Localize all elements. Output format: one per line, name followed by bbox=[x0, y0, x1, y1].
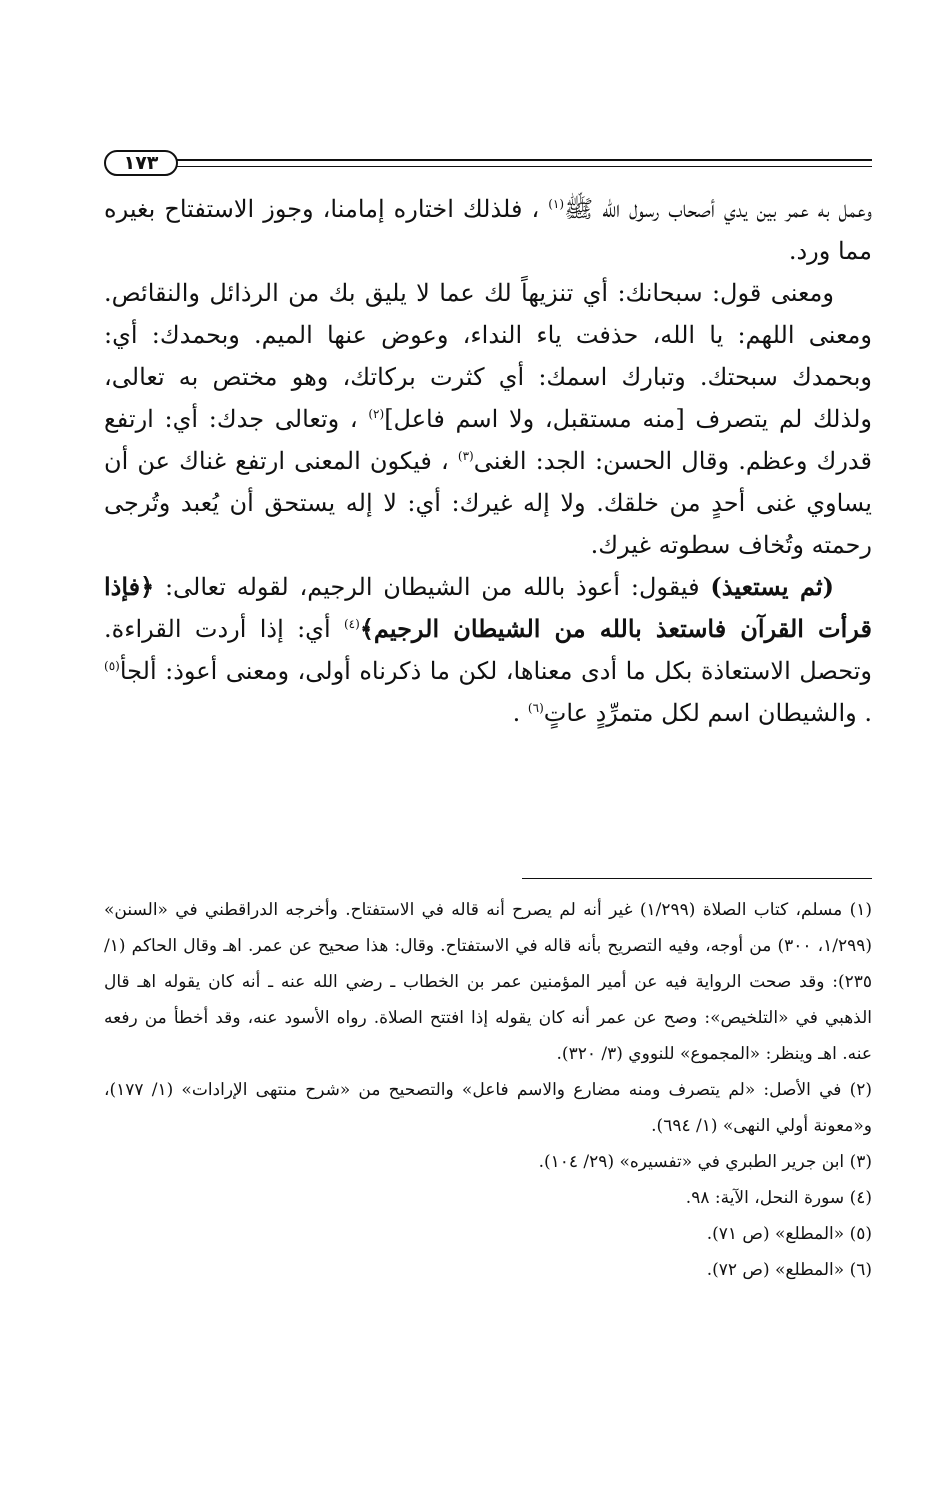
paragraph-3-text-3: . والشيطان اسم لكل متمرِّدٍ عاتٍ bbox=[543, 699, 872, 727]
footnote-ref-1[interactable]: (١) bbox=[548, 197, 565, 211]
paragraph-2-text-3: ، فيكون المعنى ارتفع غناك عن أن يساوي غنى أحدٍ من خلقك. ولا إله غيرك: أي: لا إله يستحق أن يُعبد وتُرجى رحمته وتُخاف سطوته غيرك. bbox=[104, 447, 872, 559]
page-header bbox=[104, 150, 872, 176]
page-number: ١٧٣ bbox=[104, 150, 178, 176]
footnote-separator bbox=[522, 878, 872, 879]
paragraph-3 bbox=[104, 566, 872, 734]
footnote-3 bbox=[104, 1144, 872, 1180]
header-rule bbox=[176, 159, 872, 167]
quran-verse: ﴿فإذا قرأت القرآن فاستعذ بالله من الشيطان الرجيم﴾ bbox=[104, 572, 872, 643]
paragraph-1-text-2: ، فلذلك اختاره إمامنا، وجوز الاستفتاح بغيره مما ورد. bbox=[104, 195, 872, 265]
paragraph-1-text: وعمل به عمر بين يدي أصحاب رسول الله ﷺ bbox=[564, 195, 872, 223]
footnote-text: ابن جرير الطبري في «تفسيره» (٢٩/ ١٠٤). bbox=[538, 1152, 845, 1172]
paragraph-3-text-4: . bbox=[512, 699, 521, 727]
paragraph-2-text: ومعنى قول: سبحانك: أي تنزيهاً لك عما لا يليق بك من الرذائل والنقائص. ومعنى اللهم: يا الله، حذفت ياء النداء، وعوض عنها الميم. وبحمدك: أي: وبحمدك سبحتك. وتبارك اسمك: أي كثرت بركاتك، وهو مختص به تعالى، ولذلك لم يتصرف [منه مستقبل، ولا اسم فاعل] bbox=[104, 279, 872, 433]
footnote-number: (١) bbox=[849, 900, 872, 920]
footnote-text: «المطلع» (ص ٧١). bbox=[706, 1224, 845, 1244]
footnote-number: (٢) bbox=[849, 1080, 872, 1100]
footnote-5 bbox=[104, 1216, 872, 1252]
footnote-1 bbox=[104, 892, 872, 1072]
footnote-ref-2[interactable]: (٢) bbox=[368, 407, 385, 421]
footnote-number: (٤) bbox=[849, 1188, 872, 1208]
footnote-number: (٥) bbox=[849, 1224, 872, 1244]
footnote-4 bbox=[104, 1180, 872, 1216]
paragraph-2-text-2: ، وتعالى جدك: أي: ارتفع قدرك وعظم. وقال الحسن: الجد: الغنى bbox=[104, 405, 872, 475]
footnote-6 bbox=[104, 1252, 872, 1288]
footnote-ref-5[interactable]: (٥) bbox=[104, 659, 120, 673]
footnote-ref-6[interactable]: (٦) bbox=[527, 701, 544, 715]
footnote-number: (٣) bbox=[849, 1152, 872, 1172]
paragraph-1 bbox=[104, 188, 872, 272]
footnote-2 bbox=[104, 1072, 872, 1144]
footnote-number: (٦) bbox=[849, 1260, 872, 1280]
paragraph-2 bbox=[104, 272, 872, 566]
paragraph-3-heading: (ثم يستعيذ) bbox=[710, 572, 835, 601]
footnote-ref-3[interactable]: (٣) bbox=[457, 449, 474, 463]
footnote-text: في الأصل: «لم يتصرف ومنه مضارع والاسم فاعل» والتصحيح من «شرح منتهى الإرادات» (١/ ١٧٧)، و«معونة أولي النهى» (١/ ٦٩٤). bbox=[104, 1080, 872, 1136]
paragraph-3-text: فيقول: أعوذ بالله من الشيطان الرجيم، لقوله تعالى: bbox=[164, 573, 700, 601]
footnote-text: مسلم، كتاب الصلاة (١/٢٩٩) غير أنه لم يصرح أنه قاله في الاستفتاح. وأخرجه الدراقطني في «السنن» (١/٢٩٩، ٣٠٠) من أوجه، وفيه التصريح بأنه قاله في الاستفتاح. وقال: هذا صحيح عن عمر. اهـ وقال الحاكم (١/ ٢٣٥): وقد صحت الرواية فيه عن أمير المؤمنين عمر بن الخطاب ـ رضي الله عنه ـ أنه كان يقوله اهـ قال الذهبي في «التلخيص»: وصح عن عمر أنه كان يقوله إذا افتتح الصلاة. رواه الأسود عنه، وقد أخطأ من رفعه عنه. اهـ وينظر: «المجموع» للنووي (٣/ ٣٢٠). bbox=[104, 900, 873, 1064]
footnote-text: «المطلع» (ص ٧٢). bbox=[706, 1260, 845, 1280]
paragraph-3-text-2: أي: إذا أردت القراءة. وتحصل الاستعاذة بكل ما أدى معناها، لكن ما ذكرناه أولى، ومعنى أعوذ: ألجأ bbox=[104, 615, 872, 685]
footnote-ref-4[interactable]: (٤) bbox=[343, 617, 360, 631]
footnotes bbox=[104, 892, 872, 1288]
main-text bbox=[104, 188, 872, 734]
footnote-text: سورة النحل، الآية: ٩٨. bbox=[685, 1188, 845, 1208]
